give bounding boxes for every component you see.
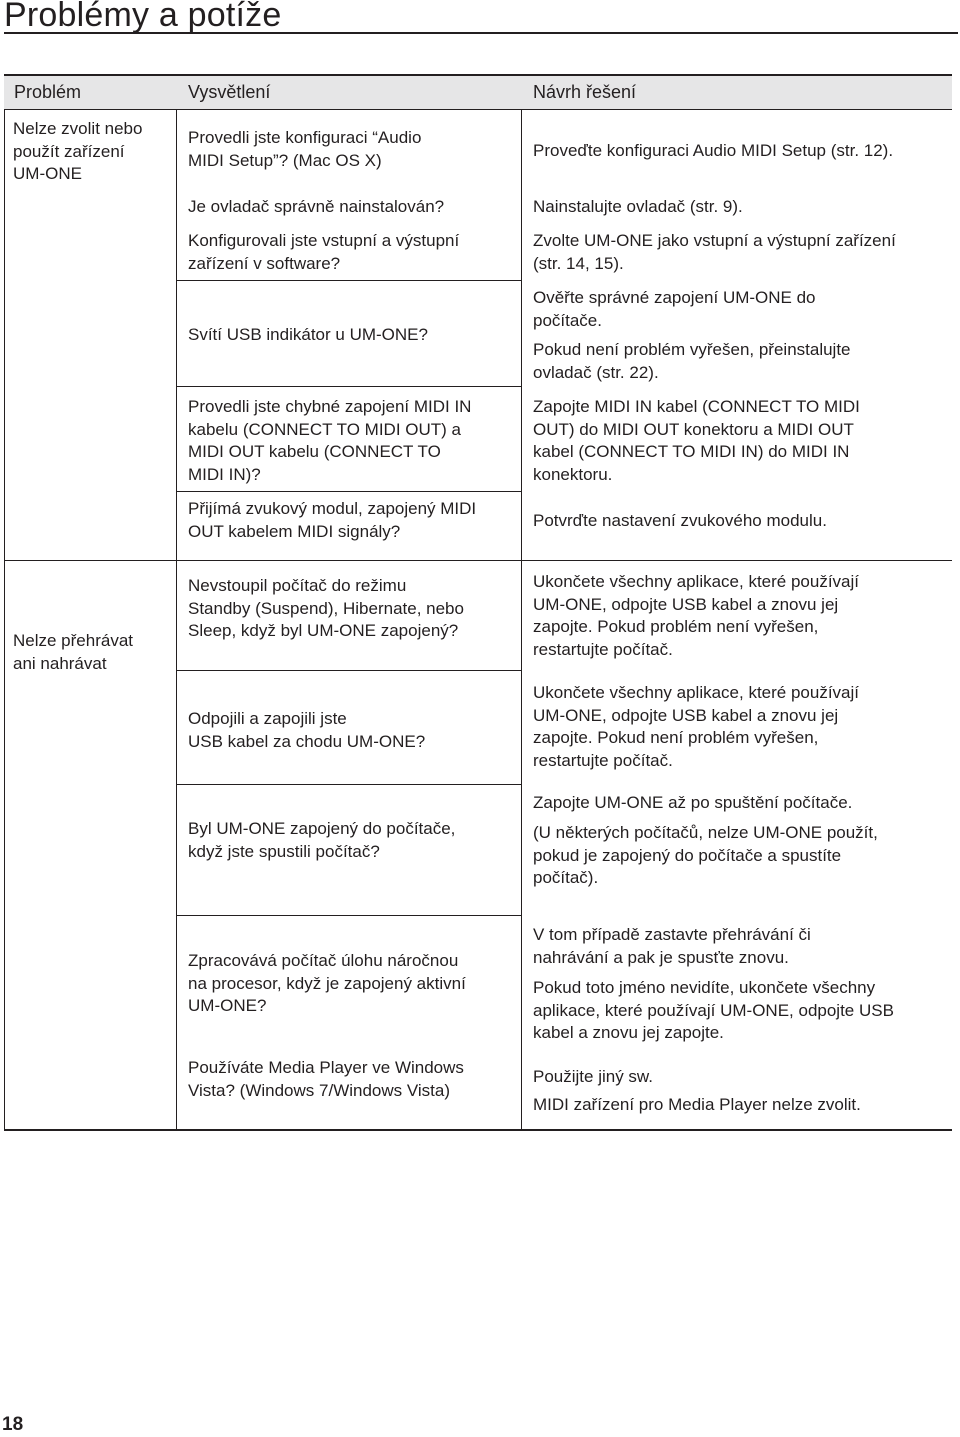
explanation-cell: Provedli jste konfiguraci “Audio MIDI Setup”? (Mac OS X) — [188, 128, 422, 170]
solution-cell: Zapojte MIDI IN kabel (CONNECT TO MIDI OUT) do MIDI OUT konektoru a MIDI OUT kabel (CONNECT TO MIDI IN) do MIDI IN konektoru. — [533, 397, 860, 485]
row-divider — [176, 670, 521, 671]
solution-cell: Zvolte UM-ONE jako vstupní a výstupní zařízení (str. 14, 15). — [533, 231, 896, 273]
explanation-cell: Byl UM-ONE zapojený do počítače, když jste spustili počítač? — [188, 819, 456, 861]
row-divider — [176, 491, 521, 492]
solution-cell: Pokud toto jméno nevidíte, ukončete všechny aplikace, které používají UM-ONE, odpojte USB kabel a znovu jej zapojte. — [533, 978, 894, 1043]
title-rule — [4, 32, 958, 34]
explanation-cell: Je ovladač správně nainstalován? — [188, 197, 445, 216]
solution-cell: Ukončete všechny aplikace, které používají UM-ONE, odpojte USB kabel a znovu jej zapojte. Pokud problém není vyřešen, restartujte počítač. — [533, 572, 860, 660]
solution-cell: Pokud není problém vyřešen, přeinstalujte ovladač (str. 22). — [533, 340, 851, 382]
explanation-cell: Odpojili a zapojili jste USB kabel za chodu UM-ONE? — [188, 709, 426, 751]
solution-cell: (U některých počítačů, nelze UM-ONE použít, pokud je zapojený do počítače a spustíte počítač). — [533, 823, 878, 888]
solution-cell: MIDI zařízení pro Media Player nelze zvolit. — [533, 1095, 861, 1114]
solution-cell: Použijte jiný sw. — [533, 1067, 653, 1086]
row-divider — [176, 386, 521, 387]
explanation-cell: Nevstoupil počítač do režimu Standby (Suspend), Hibernate, nebo Sleep, když byl UM-ONE zapojený? — [188, 576, 464, 641]
explanation-cell: Zpracovává počítač úlohu náročnou na procesor, když je zapojený aktivní UM-ONE? — [188, 951, 466, 1016]
solution-cell: V tom případě zastavte přehrávání či nahrávání a pak je spusťte znovu. — [533, 925, 811, 967]
solution-cell: Ověřte správné zapojení UM-ONE do počítače. — [533, 288, 816, 330]
header-solution: Návrh řešení — [533, 82, 637, 102]
header-problem: Problém — [14, 82, 82, 102]
problem-cell: Nelze přehrávat ani nahrávat — [13, 631, 134, 673]
table-bottom-border — [4, 1129, 952, 1131]
explanation-cell: Konfigurovali jste vstupní a výstupní zařízení v software? — [188, 231, 460, 273]
column-divider-1 — [176, 109, 177, 1130]
row-divider — [176, 915, 521, 916]
header-explanation: Vysvětlení — [188, 82, 271, 102]
explanation-cell: Používáte Media Player ve Windows Vista? (Windows 7/Windows Vista) — [188, 1058, 464, 1100]
solution-cell: Potvrďte nastavení zvukového modulu. — [533, 511, 827, 530]
group-divider — [4, 560, 952, 561]
explanation-cell: Přijímá zvukový modul, zapojený MIDI OUT kabelem MIDI signály? — [188, 499, 477, 541]
page-number: 18 — [2, 1414, 24, 1435]
table-left-border — [4, 109, 5, 1130]
row-divider — [176, 280, 521, 281]
solution-cell: Proveďte konfiguraci Audio MIDI Setup (str. 12). — [533, 141, 894, 160]
explanation-cell: Provedli jste chybné zapojení MIDI IN kabelu (CONNECT TO MIDI OUT) a MIDI OUT kabelu (CONNECT TO MIDI IN)? — [188, 397, 472, 485]
table-header — [4, 76, 952, 110]
explanation-cell: Svítí USB indikátor u UM-ONE? — [188, 325, 428, 344]
problem-cell: Nelze zvolit nebo použít zařízení UM-ONE — [13, 119, 143, 184]
row-divider — [176, 784, 521, 785]
page-title: Problémy a potíže — [4, 0, 282, 34]
solution-cell: Nainstalujte ovladač (str. 9). — [533, 197, 743, 216]
solution-cell: Ukončete všechny aplikace, které používají UM-ONE, odpojte USB kabel a znovu jej zapojte. Pokud není problém vyřešen, restartujte počítač. — [533, 683, 860, 771]
solution-cell: Zapojte UM-ONE až po spuštění počítače. — [533, 793, 853, 812]
column-divider-2 — [521, 109, 522, 1130]
